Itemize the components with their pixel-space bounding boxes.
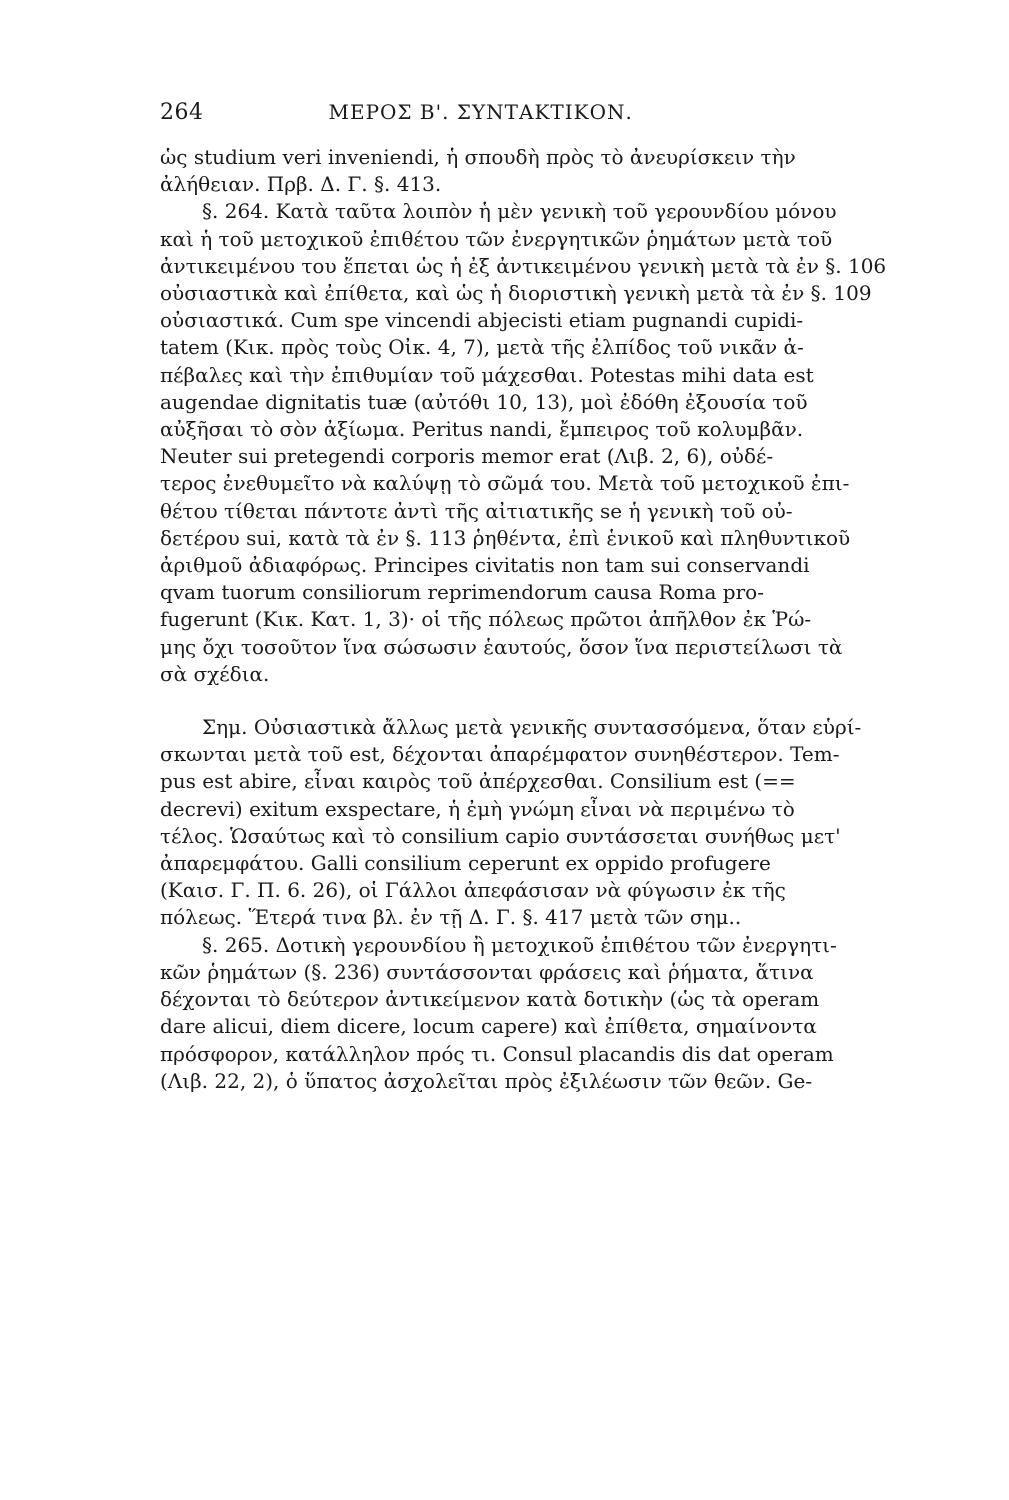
- text-line: ὡς studium veri inveniendi, ἡ σπουδὴ πρὸς τὸ ἀνευρίσκειν τὴν: [160, 145, 796, 169]
- text-line: πέβαλες καὶ τὴν ἐπιθυμίαν τοῦ μάχεσθαι. Potestas mihi data est: [160, 362, 814, 387]
- text-line: augendae dignitatis tuæ (αὐτόθι 10, 13), μοὶ ἐδόθη ἐξουσία τοῦ: [160, 389, 808, 414]
- section-heading-line: §. 265. Δοτικὴ γερουνδίου ἢ μετοχικοῦ ἐπιθέτου τῶν ἐνεργητι-: [202, 932, 837, 957]
- text-line: pus est abire, εἶναι καιρὸς τοῦ ἀπέρχεσθαι. Consilium est (==: [160, 769, 796, 794]
- text-line: θέτου τίθεται πάντοτε ἀντὶ τῆς αἰτιατικῆς se ἡ γενικὴ τοῦ οὐ-: [160, 498, 793, 523]
- text-line: οὐσιαστικὰ καὶ ἐπίθετα, καὶ ὡς ἡ διοριστικὴ γενικὴ μετὰ τὰ ἐν §. 109: [160, 281, 872, 306]
- note-paragraph: [160, 714, 975, 932]
- text-line: μης ὄχι τοσοῦτον ἵνα σώσωσιν ἑαυτούς, ὅσον ἵνα περιστείλωσι τὰ: [160, 634, 843, 659]
- text-line: αὐξῆσαι τὸ σὸν ἀξίωμα. Peritus nandi, ἔμπειρος τοῦ κολυμβᾶν.: [160, 417, 804, 442]
- paragraph-263-end: [160, 144, 975, 198]
- page-number: 264: [160, 100, 204, 125]
- text-line: fugerunt (Κικ. Κατ. 1, 3)· οἱ τῆς πόλεως πρῶτοι ἀπῆλθον ἐκ Ῥώ-: [160, 607, 812, 632]
- text-line: (Καισ. Γ. Π. 6. 26), οἱ Γάλλοι ἀπεφάσισαν νὰ φύγωσιν ἐκ τῆς: [160, 878, 786, 903]
- paragraph-gap: [160, 688, 975, 714]
- text-line: Neuter sui pretegendi corporis memor erat (Λιβ. 2, 6), οὐδέ-: [160, 444, 774, 469]
- text-line: σκωνται μετὰ τοῦ est, δέχονται ἀπαρέμφατον συνηθέστερον. Tem-: [160, 742, 840, 767]
- text-line: πόλεως. Ἕτερά τινα βλ. ἐν τῇ Δ. Γ. §. 417 μετὰ τῶν σημ..: [160, 905, 742, 930]
- book-page: [160, 100, 975, 1095]
- note-heading-line: Σημ. Οὐσιαστικὰ ἄλλως μετὰ γενικῆς συντασσόμενα, ὅταν εὑρί-: [202, 715, 862, 740]
- text-line: decrevi) exitum exspectare, ἡ ἐμὴ γνώμη εἶναι νὰ περιμένω τὸ: [160, 796, 795, 821]
- paragraph-265: [160, 932, 975, 1095]
- text-line: dare alicui, diem dicere, locum capere) καὶ ἐπίθετα, σημαίνοντα: [160, 1014, 817, 1039]
- text-line: τέλος. Ὡσαύτως καὶ τὸ consilium capio συντάσσεται συνήθως μετ': [160, 823, 841, 848]
- running-head: [160, 100, 975, 144]
- text-line: δετέρου sui, κατὰ τὰ ἐν §. 113 ῥηθέντα, ἐπὶ ἑνικοῦ καὶ πληθυντικοῦ: [160, 525, 851, 550]
- text-line: ἀντικειμένου του ἕπεται ὡς ἡ ἐξ ἀντικειμένου γενικὴ μετὰ τὰ ἐν §. 106: [160, 253, 887, 278]
- text-line: δέχονται τὸ δεύτερον ἀντικείμενον κατὰ δοτικὴν (ὡς τὰ operam: [160, 987, 820, 1012]
- text-line: tatem (Κικ. πρὸς τοὺς Οἰκ. 4, 7), μετὰ τῆς ἐλπίδος τοῦ νικᾶν ἀ-: [160, 335, 804, 360]
- text-line: ἀλήθειαν. Πρβ. Δ. Γ. §. 413.: [160, 172, 442, 197]
- text-line: ἀπαρεμφάτου. Galli consilium ceperunt ex oppido profugere: [160, 851, 771, 876]
- text-line: οὐσιαστικά. Cum spe vincendi abjecisti etiam pugnandi cupidi-: [160, 308, 804, 333]
- text-line: qvam tuorum consiliorum reprimendorum causa Roma pro-: [160, 580, 764, 605]
- text-line: ἀριθμοῦ ἀδιαφόρως. Principes civitatis non tam sui conservandi: [160, 553, 810, 578]
- text-line: πρόσφορον, κατάλληλον πρός τι. Consul placandis dis dat operam: [160, 1041, 834, 1066]
- text-line: σὰ σχέδια.: [160, 661, 270, 686]
- paragraph-264: [160, 198, 975, 688]
- text-line: τερος ἐνεθυμεῖτο νὰ καλύψῃ τὸ σῶμά του. Μετὰ τοῦ μετοχικοῦ ἐπι-: [160, 471, 850, 496]
- text-line: (Λιβ. 22, 2), ὁ ὕπατος ἀσχολεῖται πρὸς ἐξιλέωσιν τῶν θεῶν. Ge-: [160, 1068, 813, 1093]
- section-heading-line: §. 264. Κατὰ ταῦτα λοιπὸν ἡ μὲν γενικὴ τοῦ γερουνδίου μόνου: [202, 199, 837, 224]
- running-title: ΜΕΡΟΣ Β'. ΣΥΝΤΑΚΤΙΚΟΝ.: [328, 100, 633, 124]
- text-line: καὶ ἡ τοῦ μετοχικοῦ ἐπιθέτου τῶν ἐνεργητικῶν ῥημάτων μετὰ τοῦ: [160, 226, 833, 251]
- text-line: κῶν ῥημάτων (§. 236) συντάσσονται φράσεις καὶ ῥήματα, ἅτινα: [160, 959, 814, 984]
